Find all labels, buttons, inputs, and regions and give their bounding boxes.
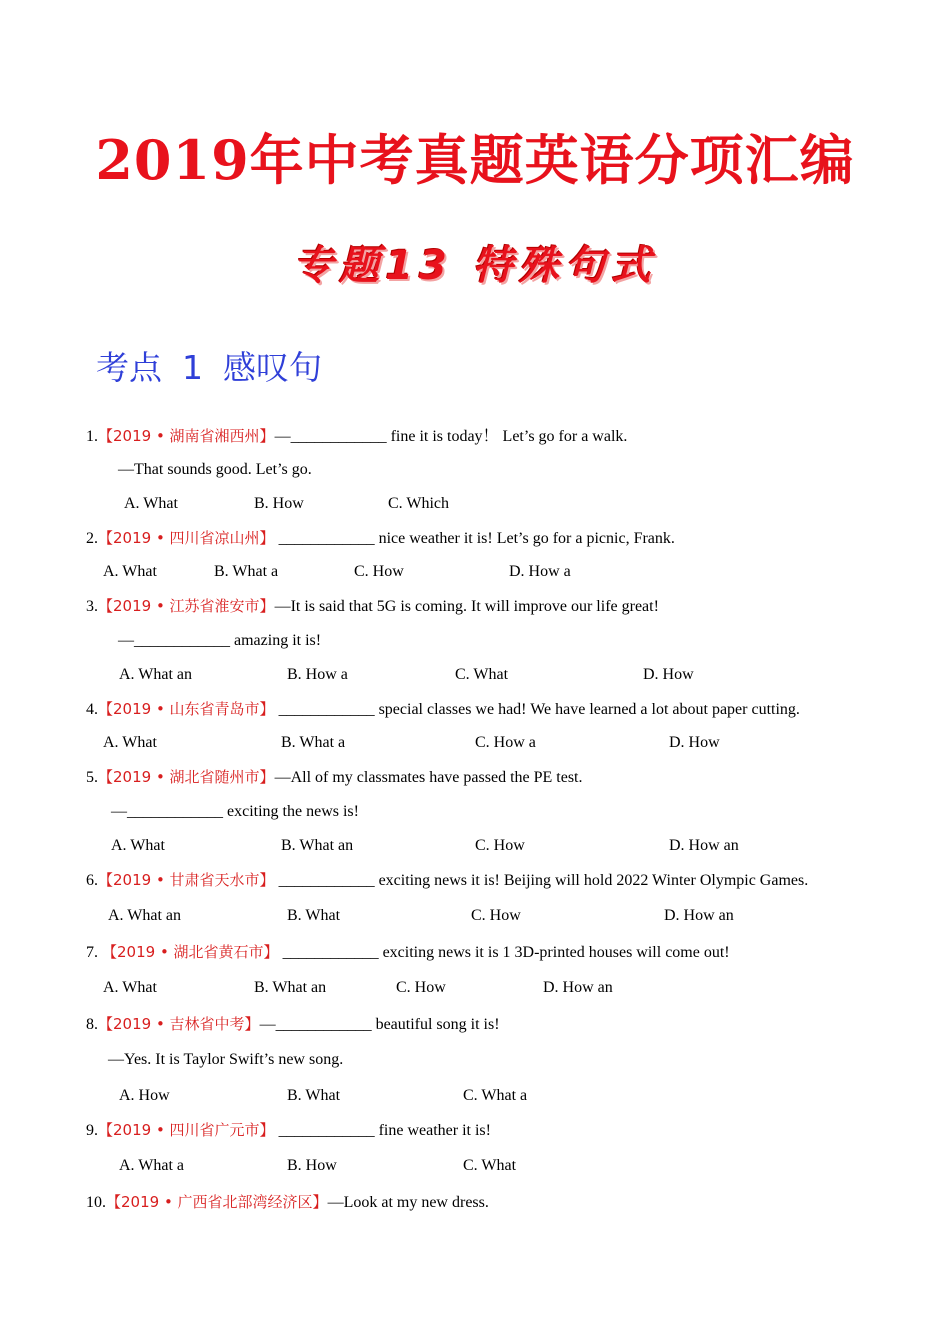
question-text: —____________ beautiful song it is! [259, 1016, 500, 1033]
question-number: 10. [86, 1194, 106, 1211]
question-text: —All of my classmates have passed the PE test. [274, 769, 583, 786]
question-7 [86, 941, 730, 964]
option: A. What a [119, 1157, 185, 1174]
option: C. What [455, 666, 509, 683]
question-9 [86, 1119, 491, 1142]
question-text: —It is said that 5G is coming. It will improve our life great! [274, 598, 659, 615]
question-number: 7. [86, 944, 98, 961]
page-title: 2019年中考真题英语分项汇编 [95, 128, 855, 192]
option: B. How a [287, 666, 348, 683]
section-label: 考点 [96, 348, 162, 387]
question-source: 【2019 • 吉林省中考】 [98, 1015, 260, 1033]
option: A. What an [119, 666, 193, 683]
section-heading [96, 346, 342, 390]
question-text: ____________ fine weather it is! [274, 1122, 491, 1139]
option: D. How an [664, 907, 734, 924]
question-10 [86, 1191, 489, 1214]
question-text: —Look at my new dress. [327, 1194, 489, 1211]
option: A. What [103, 979, 157, 996]
question-source: 【2019 • 广西省北部湾经济区】 [106, 1193, 328, 1211]
option: A. What an [108, 907, 182, 924]
question-source: 【2019 • 湖南省湘西州】 [98, 427, 275, 445]
question-source: 【2019 • 湖北省随州市】 [98, 768, 275, 786]
option: B. What an [254, 979, 327, 996]
question-1 [86, 425, 627, 448]
option: C. How a [475, 734, 536, 751]
topic-subtitle: 专题13 特殊句式 [293, 243, 657, 289]
option: D. How an [543, 979, 613, 996]
question-source: 【2019 • 江苏省淮安市】 [98, 597, 275, 615]
option: D. How [669, 734, 720, 751]
option: C. How [471, 907, 521, 924]
question-text: ____________ special classes we had! We have learned a lot about paper cutting. [274, 701, 800, 718]
question-number: 8. [86, 1016, 98, 1033]
question-text: —____________ fine it is today！ Let’s go for a walk. [274, 428, 628, 445]
option: D. How a [509, 563, 571, 580]
question-5-reply: —____________ exciting the news is! [111, 803, 359, 820]
option: B. What [287, 907, 341, 924]
option: C. Which [388, 495, 450, 512]
question-text: ____________ exciting news it is! Beijing will hold 2022 Winter Olympic Games. [274, 872, 809, 889]
option: B. How [254, 495, 304, 512]
question-number: 4. [86, 701, 98, 718]
option: C. What a [463, 1087, 528, 1104]
option: A. How [119, 1087, 170, 1104]
question-source: 【2019 • 湖北省黄石市】 [102, 943, 279, 961]
question-source: 【2019 • 四川省广元市】 [98, 1121, 275, 1139]
option: B. What a [214, 563, 279, 580]
option: A. What [111, 837, 165, 854]
option: A. What [124, 495, 178, 512]
question-3 [86, 595, 659, 618]
question-4 [86, 698, 800, 721]
question-source: 【2019 • 甘肃省天水市】 [98, 871, 275, 889]
question-number: 1. [86, 428, 98, 445]
question-source: 【2019 • 山东省青岛市】 [98, 700, 275, 718]
option: A. What [103, 563, 157, 580]
question-text: ____________ exciting news it is 1 3D-printed houses will come out! [278, 944, 730, 961]
question-number: 5. [86, 769, 98, 786]
option: C. What [463, 1157, 517, 1174]
question-number: 3. [86, 598, 98, 615]
question-8 [86, 1013, 500, 1036]
option: C. How [354, 563, 404, 580]
question-8-reply: —Yes. It is Taylor Swift’s new song. [108, 1051, 344, 1068]
question-5 [86, 766, 583, 789]
question-6 [86, 869, 808, 892]
section-number: 1 [182, 348, 203, 387]
option: D. How an [669, 837, 739, 854]
option: C. How [396, 979, 446, 996]
question-3-reply: —____________ amazing it is! [118, 632, 322, 649]
option: B. What a [281, 734, 346, 751]
question-number: 6. [86, 872, 98, 889]
option: A. What [103, 734, 157, 751]
option: B. What [287, 1087, 341, 1104]
section-name: 感叹句 [223, 348, 322, 387]
option: B. How [287, 1157, 337, 1174]
question-2 [86, 527, 675, 550]
question-number: 2. [86, 530, 98, 547]
question-source: 【2019 • 四川省凉山州】 [98, 529, 275, 547]
question-number: 9. [86, 1122, 98, 1139]
option: B. What an [281, 837, 354, 854]
option: C. How [475, 837, 525, 854]
question-1-reply: —That sounds good. Let’s go. [118, 461, 312, 478]
question-text: ____________ nice weather it is! Let’s go for a picnic, Frank. [274, 530, 675, 547]
option: D. How [643, 666, 694, 683]
